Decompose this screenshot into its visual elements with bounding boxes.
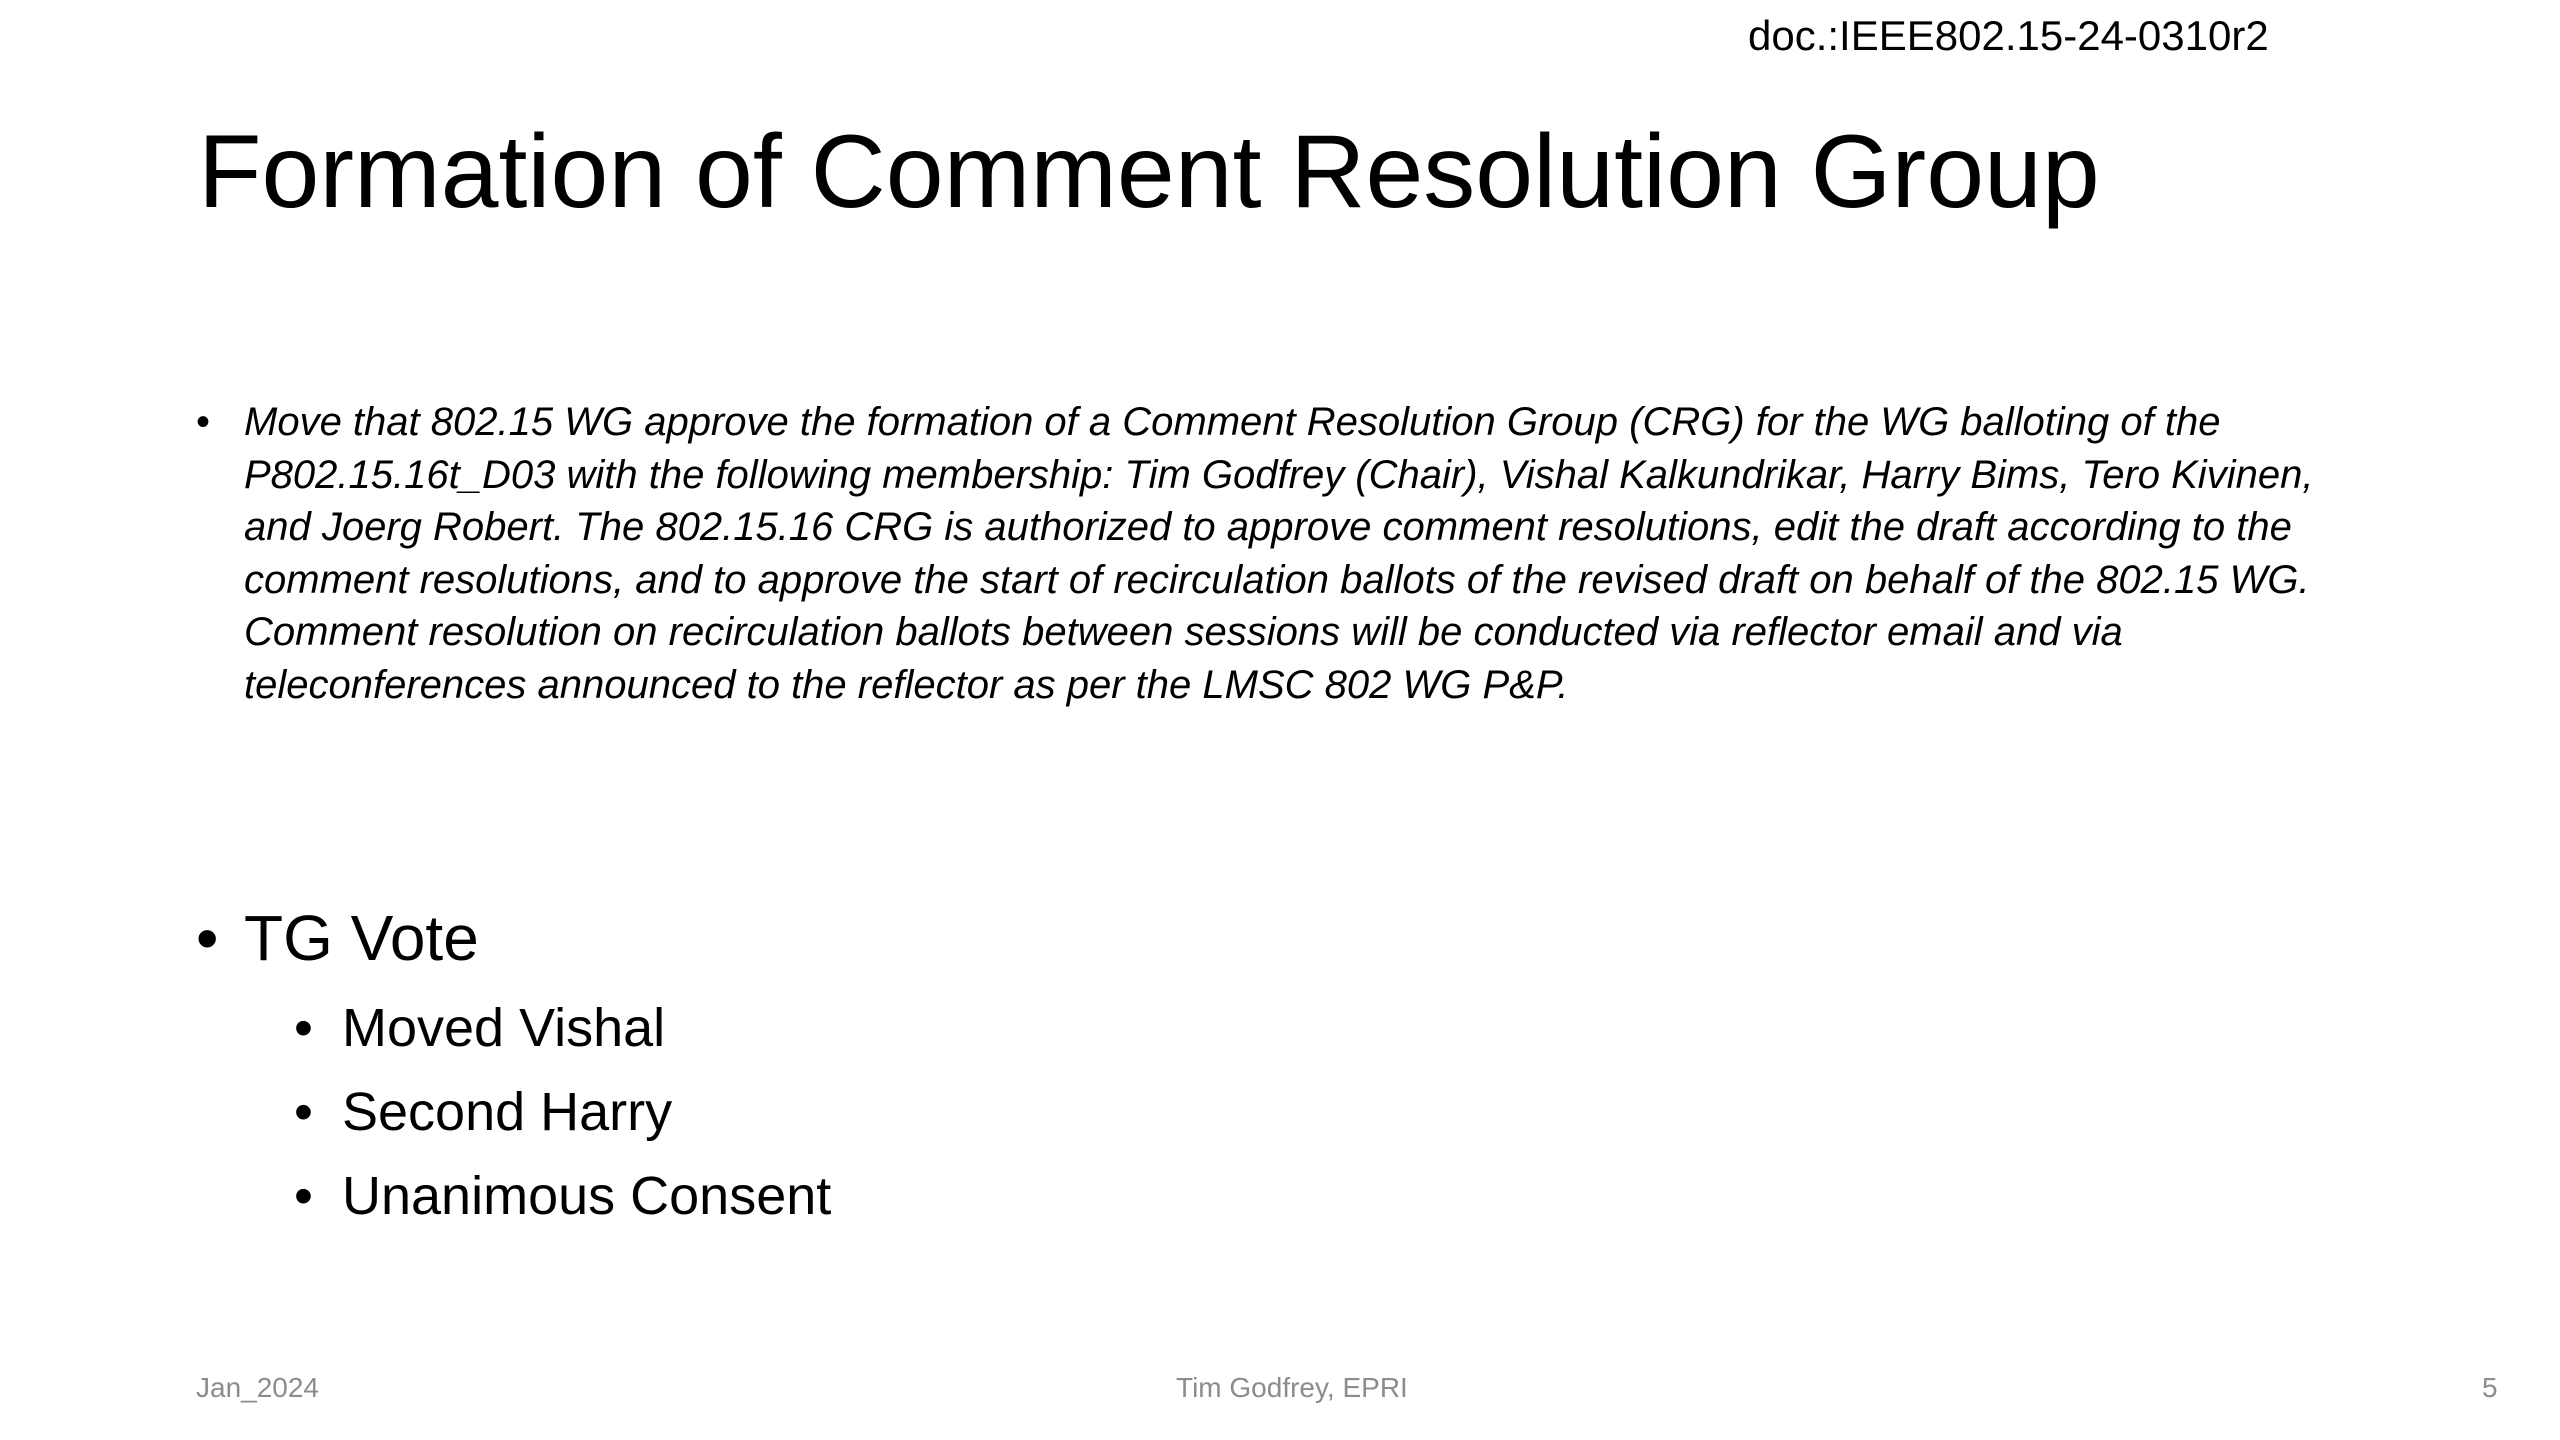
vote-bullet <box>196 898 479 978</box>
bullet-icon: • <box>294 998 313 1058</box>
bullet-icon: • <box>294 1082 313 1142</box>
footer-page-number: 5 <box>2482 1372 2498 1403</box>
vote-heading: TG Vote <box>244 902 479 974</box>
vote-item-second <box>294 1078 672 1146</box>
motion-bullet <box>196 396 2386 711</box>
vote-item-text: Second Harry <box>342 1082 673 1142</box>
document-id: doc.:IEEE802.15-24-0310r2 <box>1748 12 2269 59</box>
vote-item-text: Unanimous Consent <box>342 1166 832 1226</box>
motion-text: Move that 802.15 WG approve the formation of a Comment Resolution Group (CRG) for the WG balloting of the P802.15.16t_D03 with the following membership: Tim Godfrey (Chair), Vishal Kalkundrikar, Harry Bims, Tero Kivinen, and Joerg Robert. The 802.15.16 CRG is authorized to approve comment resolutions, edit the draft according to the comment resolutions, and to approve the start of recirculation ballots of the revised draft on behalf of the 802.15 WG. Comment resolution on recirculation ballots between sessions will be conducted via reflector email and via teleconferences announced to the reflector as per the LMSC 802 WG P&P. <box>244 400 2314 707</box>
footer-date: Jan_2024 <box>196 1372 320 1403</box>
bullet-icon: • <box>196 400 211 444</box>
bullet-icon: • <box>294 1166 313 1226</box>
vote-item-text: Moved Vishal <box>342 998 666 1058</box>
footer-author: Tim Godfrey, EPRI <box>1176 1372 1408 1403</box>
vote-item-result <box>294 1162 831 1230</box>
bullet-icon: • <box>196 902 219 974</box>
vote-item-moved <box>294 994 665 1062</box>
slide-title: Formation of Comment Resolution Group <box>198 114 2100 230</box>
